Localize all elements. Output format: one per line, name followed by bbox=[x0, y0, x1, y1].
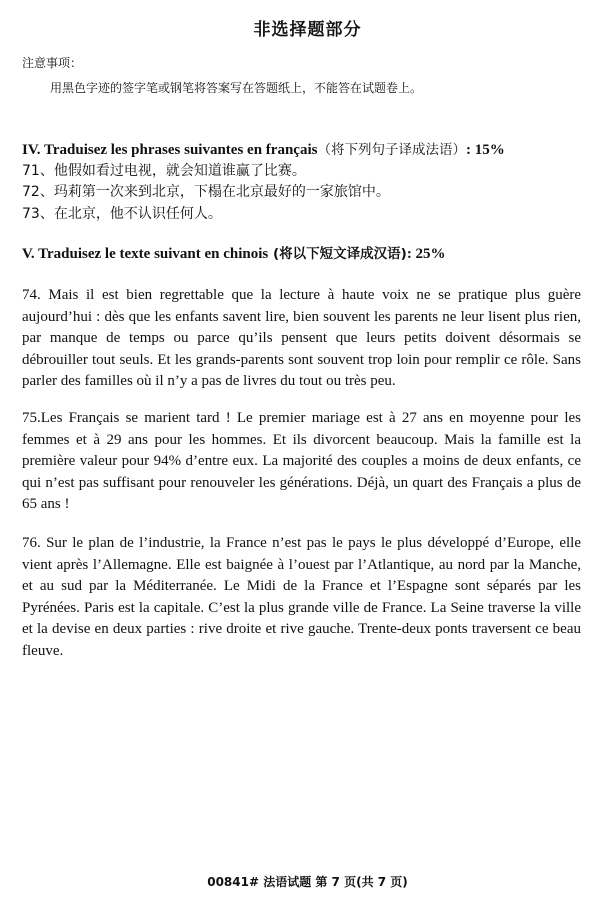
passage-75: 75.Les Français se marient tard ! Le premier mariage est à 27 ans en moyenne pour les femmes et à 29 ans pour les hommes. Et ils divorcent beaucoup. Mais la famille est la première valeur pour 94% d’entre eux. La majorité des couples a moins de deux enfants, ce qui n’est pas suffisant pour renouveler les générations. Déjà, un quart des Français a plus de 65 ans ! bbox=[22, 410, 581, 512]
section-4-heading-cn: （将下列句子译成法语） bbox=[317, 142, 466, 158]
notice-text: 用黑色字迹的签字笔或钢笔将答案写在答题纸上，不能答在试题卷上。 bbox=[50, 81, 423, 95]
section-5-heading-score: : 25% bbox=[406, 246, 446, 262]
section-4-heading-score: : 15% bbox=[465, 142, 505, 158]
sentence-72: 72、玛莉第一次来到北京，下榻在北京最好的一家旅馆中。 bbox=[22, 184, 390, 200]
section-4-heading-fr: IV. Traduisez les phrases suivantes en français bbox=[22, 142, 318, 158]
passage-76: 76. Sur le plan de l’industrie, la France n’est pas le pays le plus développé d’Europe, elle vient après l’Allemagne. Elle est baignée à l’ouest par l’Atlantique, au nord par la Manche, et au sud par la Méditerranée. Le Midi de la France et l’Espagne sont séparés par les Pyrénées. Paris est la capitale. C’est la plus grande ville de France. La Seine traverse la ville et la devise en deux parties : rive droite et rive gauche. Trente-deux ponts traversent ce beau fleuve. bbox=[22, 535, 581, 659]
sentence-71: 71、他假如看过电视，就会知道谁赢了比赛。 bbox=[22, 163, 306, 179]
section-5-heading-fr: V. Traduisez le texte suivant en chinois bbox=[22, 246, 269, 262]
section-5-heading-cn: (将以下短文译成汉语) bbox=[268, 246, 407, 262]
sentence-73: 73、在北京，他不认识任何人。 bbox=[22, 206, 222, 222]
page-title: 非选择题部分 bbox=[253, 20, 362, 40]
notice-heading: 注意事项： bbox=[22, 56, 83, 70]
section-4-heading bbox=[22, 138, 505, 159]
section-5-heading bbox=[22, 242, 446, 263]
passage-74: 74. Mais il est bien regrettable que la lecture à haute voix ne se pratique plus guère aujourd’hui : dès que les enfants savent lire, bien souvent les parents ne leur lisent plus rien, par manque de temps ou parce qu’ils pensent que leurs petits doivent désormais se débrouiller tout seuls. Et les grands-parents sont souvent trop loin pour remplir ce rôle. Sans parler des familles où il n’y a pas de livres du tout ou très peu. bbox=[22, 287, 581, 389]
page-footer: 00841# 法语试题 第 7 页(共 7 页) bbox=[207, 875, 408, 889]
